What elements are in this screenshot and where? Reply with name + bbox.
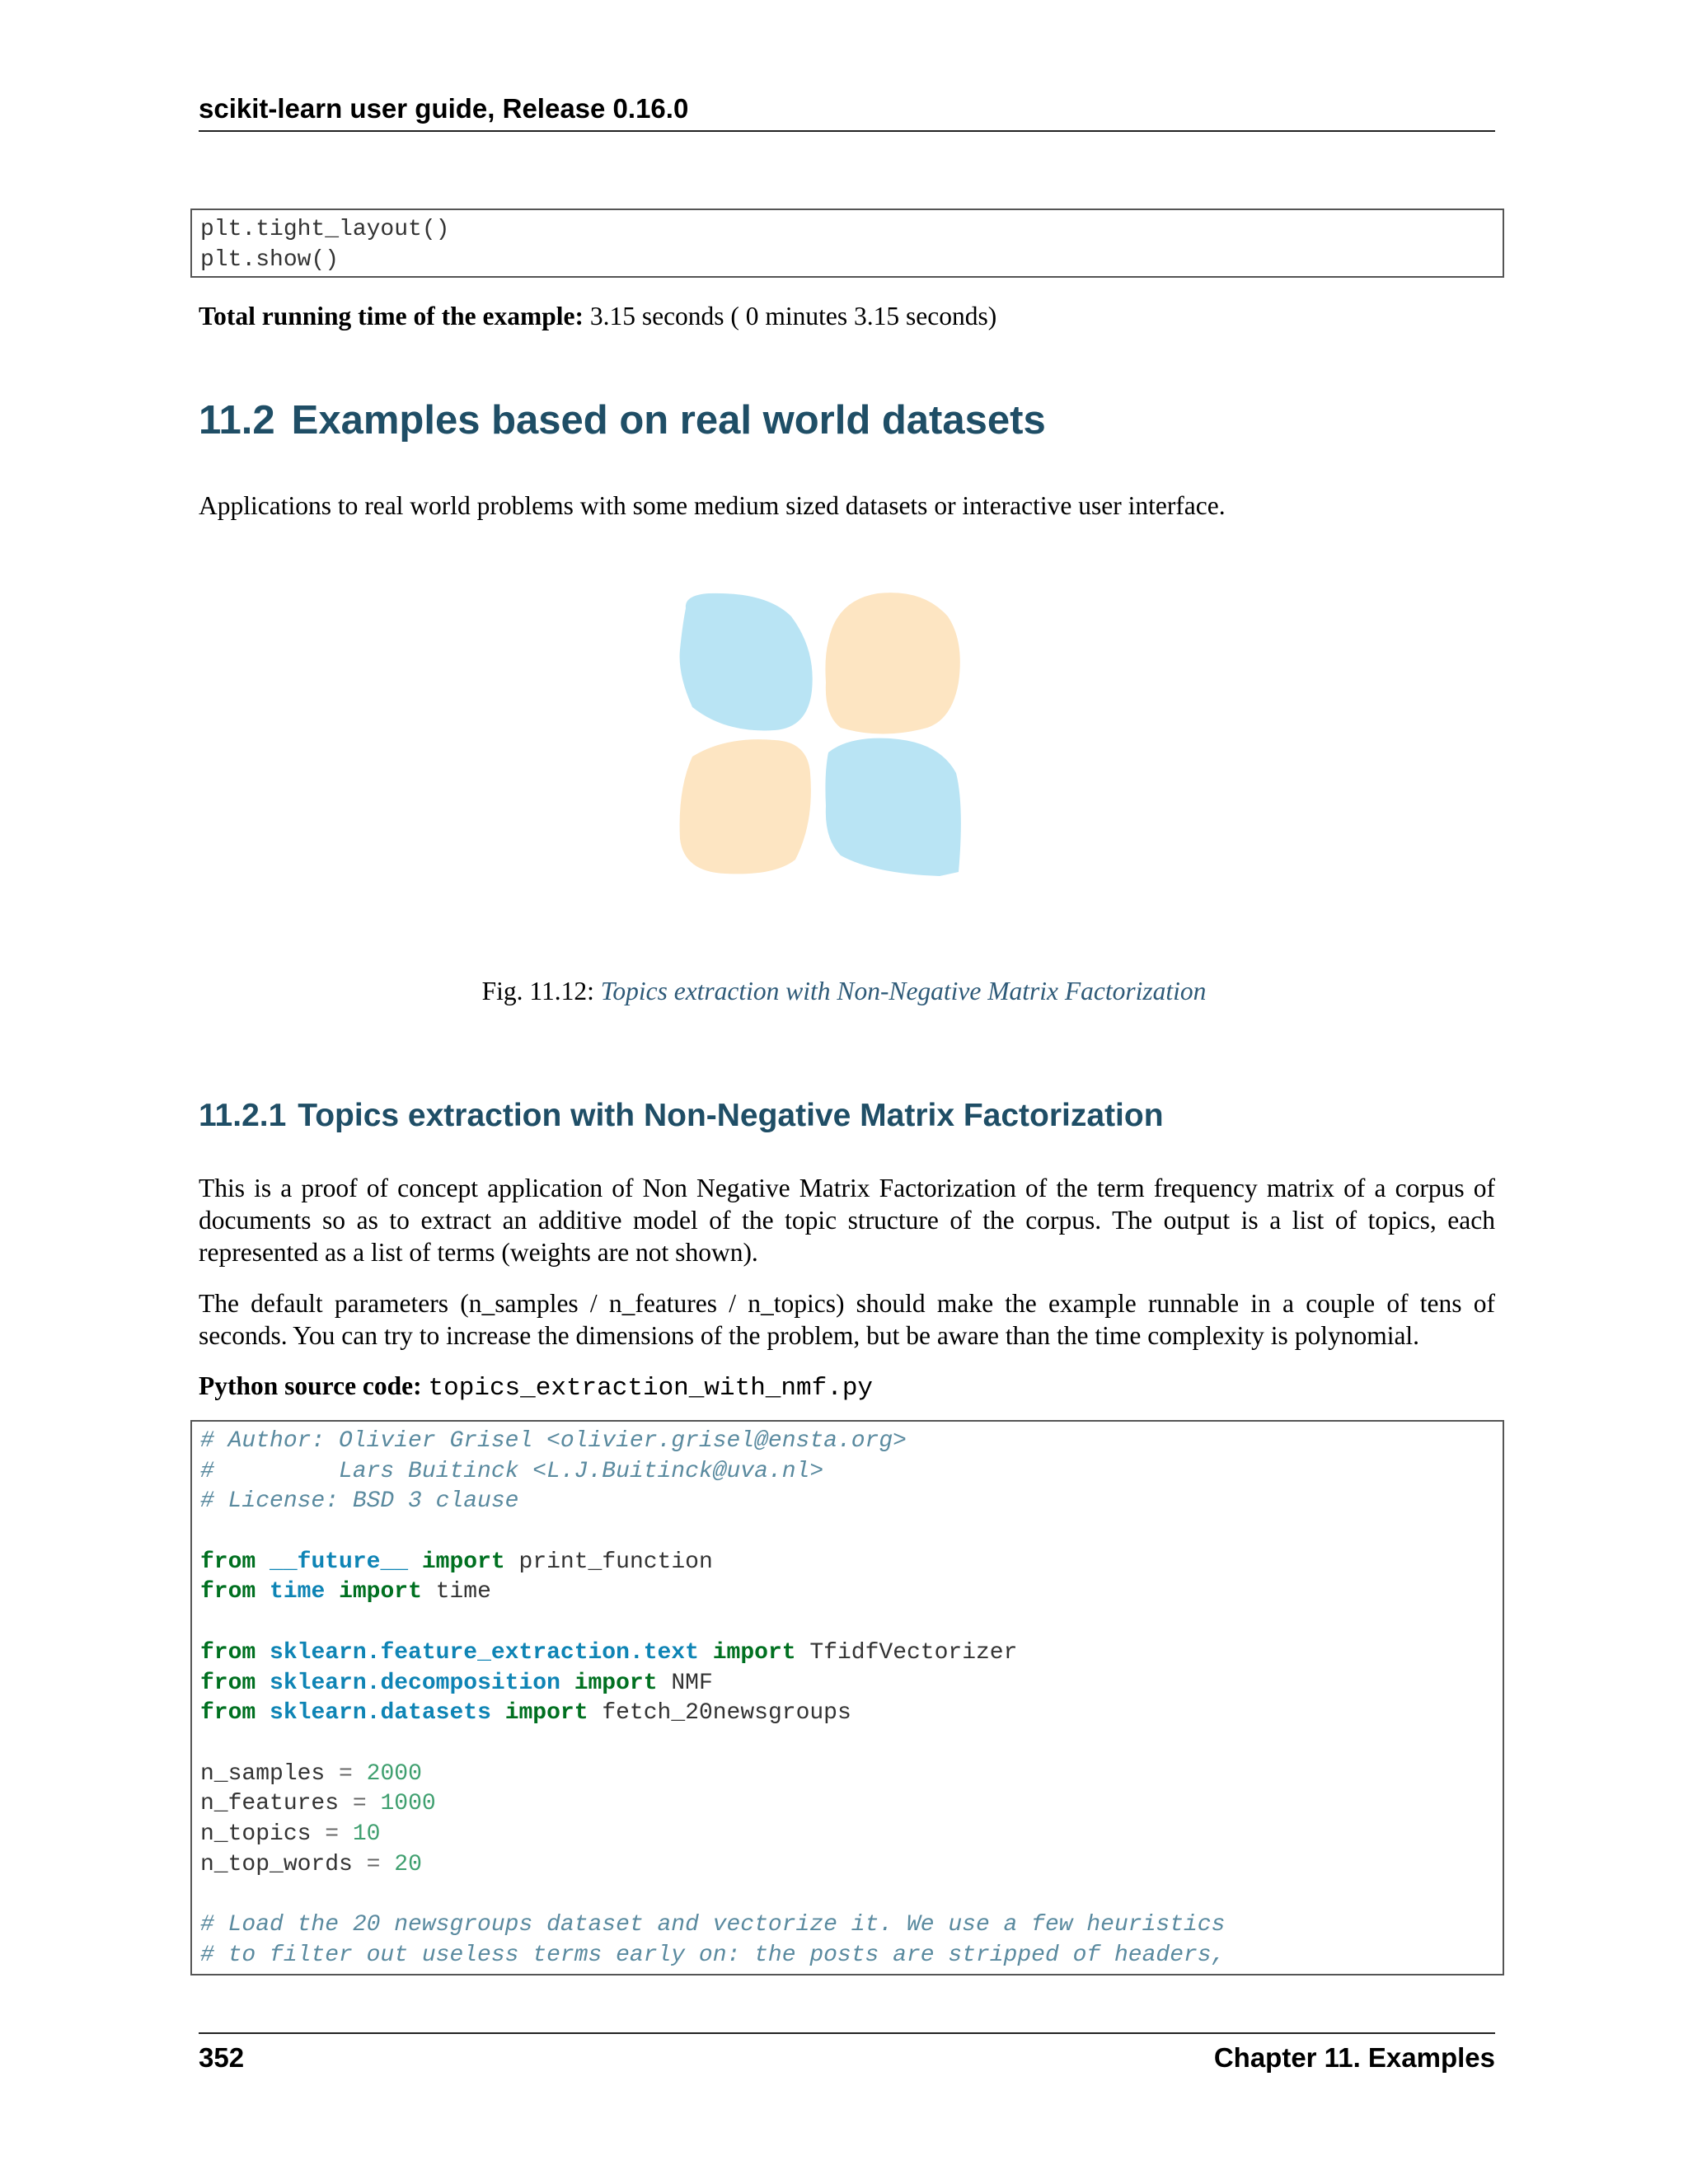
figure-caption — [0, 977, 1688, 1006]
module-name: sklearn.datasets — [270, 1700, 491, 1727]
import-name: time — [435, 1579, 491, 1605]
blob-top-left — [680, 593, 813, 731]
code-line: plt.tight_layout() — [200, 217, 450, 242]
import-name: print_function — [518, 1549, 713, 1575]
code-import-line — [200, 1577, 1503, 1608]
var-name: n_features — [200, 1791, 340, 1817]
code-blank — [200, 1608, 1503, 1638]
code-comment: # to filter out useless terms early on: the posts are stripped of headers, — [200, 1942, 1226, 1968]
subsection-number: 11.2.1 — [199, 1098, 287, 1133]
running-time-label: Total running time of the example: — [199, 302, 584, 330]
number-literal: 10 — [352, 1821, 381, 1847]
kw-from: from — [200, 1579, 256, 1605]
section-intro: Applications to real world problems with some medium sized datasets or interactive user interface. — [199, 491, 1226, 520]
operator: = — [325, 1821, 340, 1847]
kw-import: import — [339, 1579, 422, 1605]
code-assign-line — [200, 1820, 1503, 1850]
page-number: 352 — [199, 2042, 245, 2073]
caption-prefix: Fig. 11.12: — [481, 977, 594, 1005]
code-comment: # Lars Buitinck <L.J.Buitinck@uva.nl> — [200, 1458, 824, 1484]
page-footer — [199, 2032, 1495, 2074]
code-import-line — [200, 1548, 1503, 1578]
subsection-heading[interactable] — [199, 1098, 1164, 1134]
code-import-line — [200, 1669, 1503, 1699]
section-number: 11.2 — [199, 398, 275, 443]
import-name: TfidfVectorizer — [809, 1639, 1018, 1666]
source-file-link[interactable]: topics_extraction_with_nmf.py — [428, 1374, 874, 1403]
code-blank — [200, 1517, 1503, 1548]
kw-from: from — [200, 1549, 256, 1575]
code-assign-line — [200, 1850, 1503, 1881]
code-comment: # Author: Olivier Grisel <olivier.grisel@ensta.org> — [200, 1428, 907, 1454]
number-literal: 20 — [394, 1851, 422, 1877]
running-time — [199, 300, 1495, 332]
module-name: sklearn.feature_extraction.text — [270, 1639, 699, 1666]
code-block-main — [190, 1420, 1504, 1975]
code-import-line — [200, 1638, 1503, 1669]
blob-bottom-right — [825, 738, 960, 876]
paragraph-2: The default parameters (n_samples / n_features / n_topics) should make the example runnable in a couple of tens of seconds. You can try to increase the dimensions of the problem, but be aware than the time complexity is polynomial. — [199, 1289, 1495, 1350]
module-name: time — [270, 1579, 326, 1605]
chapter-title: Chapter 11. Examples — [1213, 2042, 1495, 2073]
number-literal: 1000 — [380, 1791, 436, 1817]
source-code-line — [199, 1370, 1495, 1404]
kw-from: from — [200, 1700, 256, 1727]
code-block-top — [190, 209, 1504, 278]
caption-link[interactable]: Topics extraction with Non-Negative Matrix Factorization — [600, 977, 1207, 1005]
import-name: NMF — [671, 1670, 713, 1696]
module-name: sklearn.decomposition — [270, 1670, 560, 1696]
code-blank — [200, 1880, 1503, 1910]
operator: = — [339, 1760, 353, 1787]
code-import-line — [200, 1699, 1503, 1729]
var-name: n_samples — [200, 1760, 326, 1787]
code-comment: # Load the 20 newsgroups dataset and vectorize it. We use a few heuristics — [200, 1912, 1226, 1938]
section-title: Examples based on real world datasets — [291, 398, 1046, 443]
kw-from: from — [200, 1670, 256, 1696]
code-assign-line — [200, 1789, 1503, 1820]
var-name: n_top_words — [200, 1851, 353, 1877]
code-line: plt.show() — [200, 246, 340, 273]
section-heading[interactable] — [199, 397, 1046, 443]
module-name: __future__ — [270, 1549, 409, 1575]
code-comment: # License: BSD 3 clause — [200, 1488, 519, 1515]
code-assign-line — [200, 1760, 1503, 1790]
running-time-value: 3.15 seconds ( 0 minutes 3.15 seconds) — [589, 302, 997, 330]
number-literal: 2000 — [366, 1760, 422, 1787]
kw-import: import — [574, 1670, 658, 1696]
operator: = — [366, 1851, 381, 1877]
kw-import: import — [504, 1700, 588, 1727]
kw-import: import — [712, 1639, 796, 1666]
kw-from: from — [200, 1639, 256, 1666]
subsection-title: Topics extraction with Non-Negative Matrix Factorization — [298, 1098, 1164, 1133]
paragraph-1: This is a proof of concept application of Non Negative Matrix Factorization of the term frequency matrix of a corpus of documents so as to extract an additive model of the topic structure of the corpus. The output is a list of topics, each represented as a list of terms (weights are not shown). — [199, 1174, 1495, 1267]
running-header: scikit-learn user guide, Release 0.16.0 — [199, 92, 1495, 132]
nmf-thumbnail-image[interactable] — [676, 592, 964, 876]
var-name: n_topics — [200, 1821, 312, 1847]
code-blank — [200, 1729, 1503, 1760]
operator: = — [352, 1791, 367, 1817]
import-name: fetch_20newsgroups — [602, 1700, 851, 1727]
kw-import: import — [421, 1549, 505, 1575]
blob-top-right — [825, 593, 959, 733]
source-label: Python source code: — [199, 1371, 422, 1400]
blob-bottom-left — [680, 739, 811, 874]
